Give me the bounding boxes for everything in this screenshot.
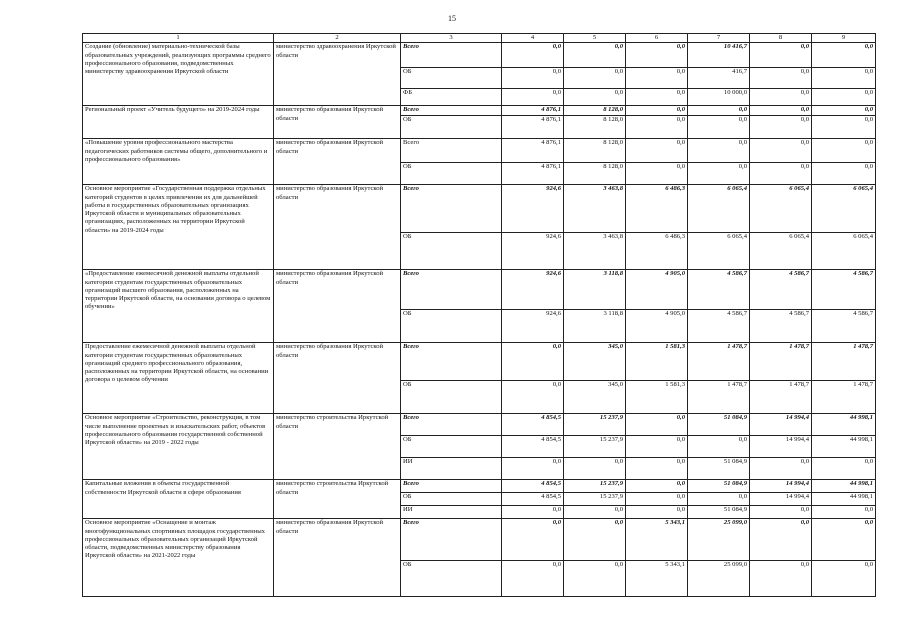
funding-source: Всего (401, 414, 502, 436)
funding-source: Всего (401, 43, 502, 68)
funding-source: ФБ (401, 89, 502, 106)
responsible-org: министерство образования Иркутской области (274, 270, 401, 343)
funding-source: ИИ (401, 506, 502, 519)
amount-cell: 4 876,1 (502, 116, 564, 139)
amount-cell: 14 994,4 (750, 480, 812, 493)
amount-cell: 4 876,1 (502, 106, 564, 116)
amount-cell: 6 065,4 (688, 233, 750, 270)
amount-cell: 0,0 (626, 43, 688, 68)
amount-cell: 924,6 (502, 270, 564, 310)
amount-cell: 345,0 (564, 381, 626, 414)
amount-cell: 6 065,4 (688, 185, 750, 233)
measure-name: Основное мероприятие «Строительство, реконструкция, в том числе выполнение проектных и изыскательских работ, объектов профессионального образования государственной собственной Иркутской области» на 2019 - 2022 годы (83, 414, 274, 480)
amount-cell: 0,0 (502, 343, 564, 381)
amount-cell: 0,0 (502, 506, 564, 519)
amount-cell: 15 237,9 (564, 436, 626, 458)
amount-cell: 0,0 (688, 493, 750, 506)
responsible-org: министерство образования Иркутской области (274, 139, 401, 185)
amount-cell: 0,0 (750, 458, 812, 480)
table-row (83, 185, 876, 233)
amount-cell: 0,0 (502, 458, 564, 480)
amount-cell: 15 237,9 (564, 414, 626, 436)
amount-cell: 0,0 (564, 68, 626, 89)
responsible-org: министерство образования Иркутской области (274, 343, 401, 414)
amount-cell: 0,0 (750, 561, 812, 597)
col-header: 6 (626, 34, 688, 43)
amount-cell: 6 065,4 (812, 233, 876, 270)
amount-cell: 0,0 (812, 506, 876, 519)
measure-name: Региональный проект «Учитель будущего» на 2019-2024 годы (83, 106, 274, 139)
funding-source: ОБ (401, 561, 502, 597)
col-header: 1 (83, 34, 274, 43)
amount-cell: 51 084,9 (688, 458, 750, 480)
funding-source: Всего (401, 343, 502, 381)
amount-cell: 6 486,3 (626, 185, 688, 233)
amount-cell: 0,0 (626, 68, 688, 89)
funding-source: Всего (401, 106, 502, 116)
amount-cell: 0,0 (812, 163, 876, 185)
amount-cell: 0,0 (750, 116, 812, 139)
measure-name: Капитальные вложения в объекты государственной собственности Иркутской области в сфере образования (83, 480, 274, 519)
amount-cell: 4 905,0 (626, 310, 688, 343)
measure-name: Предоставление ежемесячной денежной выплаты отдельной категории студентам государственных образовательных организаций среднего профессионального образования, расположенных на территории Иркутской области, на основании договора о целевом обучении (83, 343, 274, 414)
amount-cell: 3 118,8 (564, 270, 626, 310)
amount-cell: 0,0 (564, 519, 626, 561)
amount-cell: 4 905,0 (626, 270, 688, 310)
amount-cell: 0,0 (626, 414, 688, 436)
amount-cell: 0,0 (812, 89, 876, 106)
amount-cell: 1 478,7 (750, 381, 812, 414)
amount-cell: 4 586,7 (812, 310, 876, 343)
funding-source: ОБ (401, 436, 502, 458)
amount-cell: 0,0 (750, 519, 812, 561)
col-header: 5 (564, 34, 626, 43)
col-header: 7 (688, 34, 750, 43)
amount-cell: 0,0 (812, 458, 876, 480)
amount-cell: 0,0 (502, 68, 564, 89)
amount-cell: 0,0 (502, 381, 564, 414)
amount-cell: 0,0 (812, 116, 876, 139)
amount-cell: 0,0 (626, 493, 688, 506)
amount-cell: 0,0 (688, 139, 750, 163)
amount-cell: 51 084,9 (688, 414, 750, 436)
amount-cell: 6 065,4 (750, 185, 812, 233)
funding-source: Всего (401, 270, 502, 310)
amount-cell: 25 099,0 (688, 519, 750, 561)
funding-source: ОБ (401, 116, 502, 139)
amount-cell: 0,0 (502, 89, 564, 106)
amount-cell: 0,0 (502, 519, 564, 561)
col-header: 2 (274, 34, 401, 43)
col-header: 3 (401, 34, 502, 43)
amount-cell: 6 065,4 (812, 185, 876, 233)
table-row (83, 270, 876, 310)
measure-name: Создание (обновление) материально-технической базы образовательных учреждений, реализующих программы среднего профессионального образования, подведомственных министерству здравоохранения Иркутской области (83, 43, 274, 106)
amount-cell: 924,6 (502, 233, 564, 270)
amount-cell: 0,0 (564, 43, 626, 68)
amount-cell: 0,0 (626, 106, 688, 116)
amount-cell: 44 998,1 (812, 436, 876, 458)
funding-source: ОБ (401, 163, 502, 185)
amount-cell: 0,0 (626, 506, 688, 519)
col-header: 8 (750, 34, 812, 43)
amount-cell: 1 478,7 (688, 343, 750, 381)
funding-source: ОБ (401, 68, 502, 89)
amount-cell: 0,0 (750, 43, 812, 68)
amount-cell: 0,0 (812, 519, 876, 561)
amount-cell: 0,0 (750, 68, 812, 89)
amount-cell: 44 998,1 (812, 493, 876, 506)
measure-name: «Предоставление ежемесячной денежной выплаты отдельной категории студентам государственных образовательных организаций высшего образования, расположенных на территории Иркутской области, на основании договора о целевом обучении» (83, 270, 274, 343)
amount-cell: 0,0 (812, 139, 876, 163)
funding-source: ОБ (401, 310, 502, 343)
amount-cell: 924,6 (502, 310, 564, 343)
amount-cell: 4 854,5 (502, 414, 564, 436)
amount-cell: 0,0 (688, 436, 750, 458)
amount-cell: 4 586,7 (750, 270, 812, 310)
amount-cell: 4 876,1 (502, 163, 564, 185)
table-header-row (83, 34, 876, 43)
amount-cell: 5 343,1 (626, 561, 688, 597)
measure-name: Основное мероприятие «Оснащение и монтаж многофункциональных спортивных площадок государственных профессиональных образовательных организаций Иркутской области, подведомственных министерству образования Иркутской области» на 2021-2022 годы (83, 519, 274, 597)
table-row (83, 519, 876, 561)
table-row (83, 343, 876, 381)
amount-cell: 14 994,4 (750, 436, 812, 458)
amount-cell: 0,0 (626, 116, 688, 139)
responsible-org: министерство образования Иркутской области (274, 185, 401, 270)
amount-cell: 0,0 (626, 458, 688, 480)
responsible-org: министерство образования Иркутской области (274, 106, 401, 139)
amount-cell: 0,0 (564, 458, 626, 480)
amount-cell: 0,0 (750, 139, 812, 163)
amount-cell: 3 118,8 (564, 310, 626, 343)
amount-cell: 15 237,9 (564, 493, 626, 506)
amount-cell: 10 000,0 (688, 89, 750, 106)
budget-table (82, 33, 876, 597)
funding-source: ОБ (401, 493, 502, 506)
amount-cell: 1 581,3 (626, 343, 688, 381)
amount-cell: 1 478,7 (688, 381, 750, 414)
amount-cell: 0,0 (750, 506, 812, 519)
amount-cell: 0,0 (626, 480, 688, 493)
amount-cell: 0,0 (688, 116, 750, 139)
amount-cell: 0,0 (626, 163, 688, 185)
amount-cell: 0,0 (812, 68, 876, 89)
amount-cell: 4 586,7 (750, 310, 812, 343)
amount-cell: 3 463,8 (564, 233, 626, 270)
funding-source: ОБ (401, 381, 502, 414)
amount-cell: 0,0 (626, 139, 688, 163)
amount-cell: 4 586,7 (688, 270, 750, 310)
amount-cell: 924,6 (502, 185, 564, 233)
amount-cell: 5 343,1 (626, 519, 688, 561)
table-row (83, 139, 876, 163)
amount-cell: 4 876,1 (502, 139, 564, 163)
amount-cell: 6 486,3 (626, 233, 688, 270)
amount-cell: 51 084,9 (688, 506, 750, 519)
amount-cell: 15 237,9 (564, 480, 626, 493)
amount-cell: 8 128,0 (564, 163, 626, 185)
amount-cell: 8 128,0 (564, 139, 626, 163)
amount-cell: 14 994,4 (750, 414, 812, 436)
amount-cell: 4 854,5 (502, 480, 564, 493)
amount-cell: 8 128,0 (564, 106, 626, 116)
amount-cell: 0,0 (812, 43, 876, 68)
funding-source: ИИ (401, 458, 502, 480)
amount-cell: 0,0 (688, 163, 750, 185)
amount-cell: 0,0 (750, 89, 812, 106)
amount-cell: 10 416,7 (688, 43, 750, 68)
amount-cell: 4 854,5 (502, 493, 564, 506)
amount-cell: 4 586,7 (688, 310, 750, 343)
amount-cell: 0,0 (502, 561, 564, 597)
amount-cell: 0,0 (626, 89, 688, 106)
amount-cell: 0,0 (688, 106, 750, 116)
amount-cell: 0,0 (626, 436, 688, 458)
amount-cell: 416,7 (688, 68, 750, 89)
amount-cell: 0,0 (812, 561, 876, 597)
amount-cell: 8 128,0 (564, 116, 626, 139)
amount-cell: 0,0 (564, 506, 626, 519)
amount-cell: 0,0 (564, 89, 626, 106)
amount-cell: 25 099,0 (688, 561, 750, 597)
amount-cell: 1 478,7 (812, 381, 876, 414)
amount-cell: 4 586,7 (812, 270, 876, 310)
amount-cell: 1 478,7 (750, 343, 812, 381)
col-header: 9 (812, 34, 876, 43)
responsible-org: министерство строительства Иркутской области (274, 480, 401, 519)
amount-cell: 0,0 (502, 43, 564, 68)
funding-source: Всего (401, 519, 502, 561)
funding-source: Всего (401, 185, 502, 233)
amount-cell: 3 463,8 (564, 185, 626, 233)
measure-name: «Повышение уровня профессионального мастерства педагогических работников системы общего, дополнительного и профессионального образования» (83, 139, 274, 185)
table-row (83, 43, 876, 68)
amount-cell: 0,0 (812, 106, 876, 116)
amount-cell: 44 998,1 (812, 414, 876, 436)
measure-name: Основное мероприятие «Государственная поддержка отдельных категорий студентов в целях привлечения их для дальнейшей работы в государственных образовательных организациях Иркутской области и муниципальных образовательных организациях, расположенных на территории Иркутской области» на 2019-2024 годы (83, 185, 274, 270)
table-row (83, 414, 876, 436)
amount-cell: 1 581,3 (626, 381, 688, 414)
funding-source: Всего (401, 139, 502, 163)
amount-cell: 1 478,7 (812, 343, 876, 381)
funding-source: Всего (401, 480, 502, 493)
amount-cell: 0,0 (564, 561, 626, 597)
table-row (83, 106, 876, 116)
amount-cell: 6 065,4 (750, 233, 812, 270)
amount-cell: 0,0 (750, 106, 812, 116)
amount-cell: 14 994,4 (750, 493, 812, 506)
amount-cell: 345,0 (564, 343, 626, 381)
amount-cell: 51 084,9 (688, 480, 750, 493)
responsible-org: министерство строительства Иркутской области (274, 414, 401, 480)
col-header: 4 (502, 34, 564, 43)
amount-cell: 4 854,5 (502, 436, 564, 458)
amount-cell: 0,0 (750, 163, 812, 185)
responsible-org: министерство здравоохранения Иркутской области (274, 43, 401, 106)
page-number: 15 (448, 14, 456, 23)
amount-cell: 44 998,1 (812, 480, 876, 493)
table-row (83, 480, 876, 493)
funding-source: ОБ (401, 233, 502, 270)
responsible-org: министерство образования Иркутской области (274, 519, 401, 597)
